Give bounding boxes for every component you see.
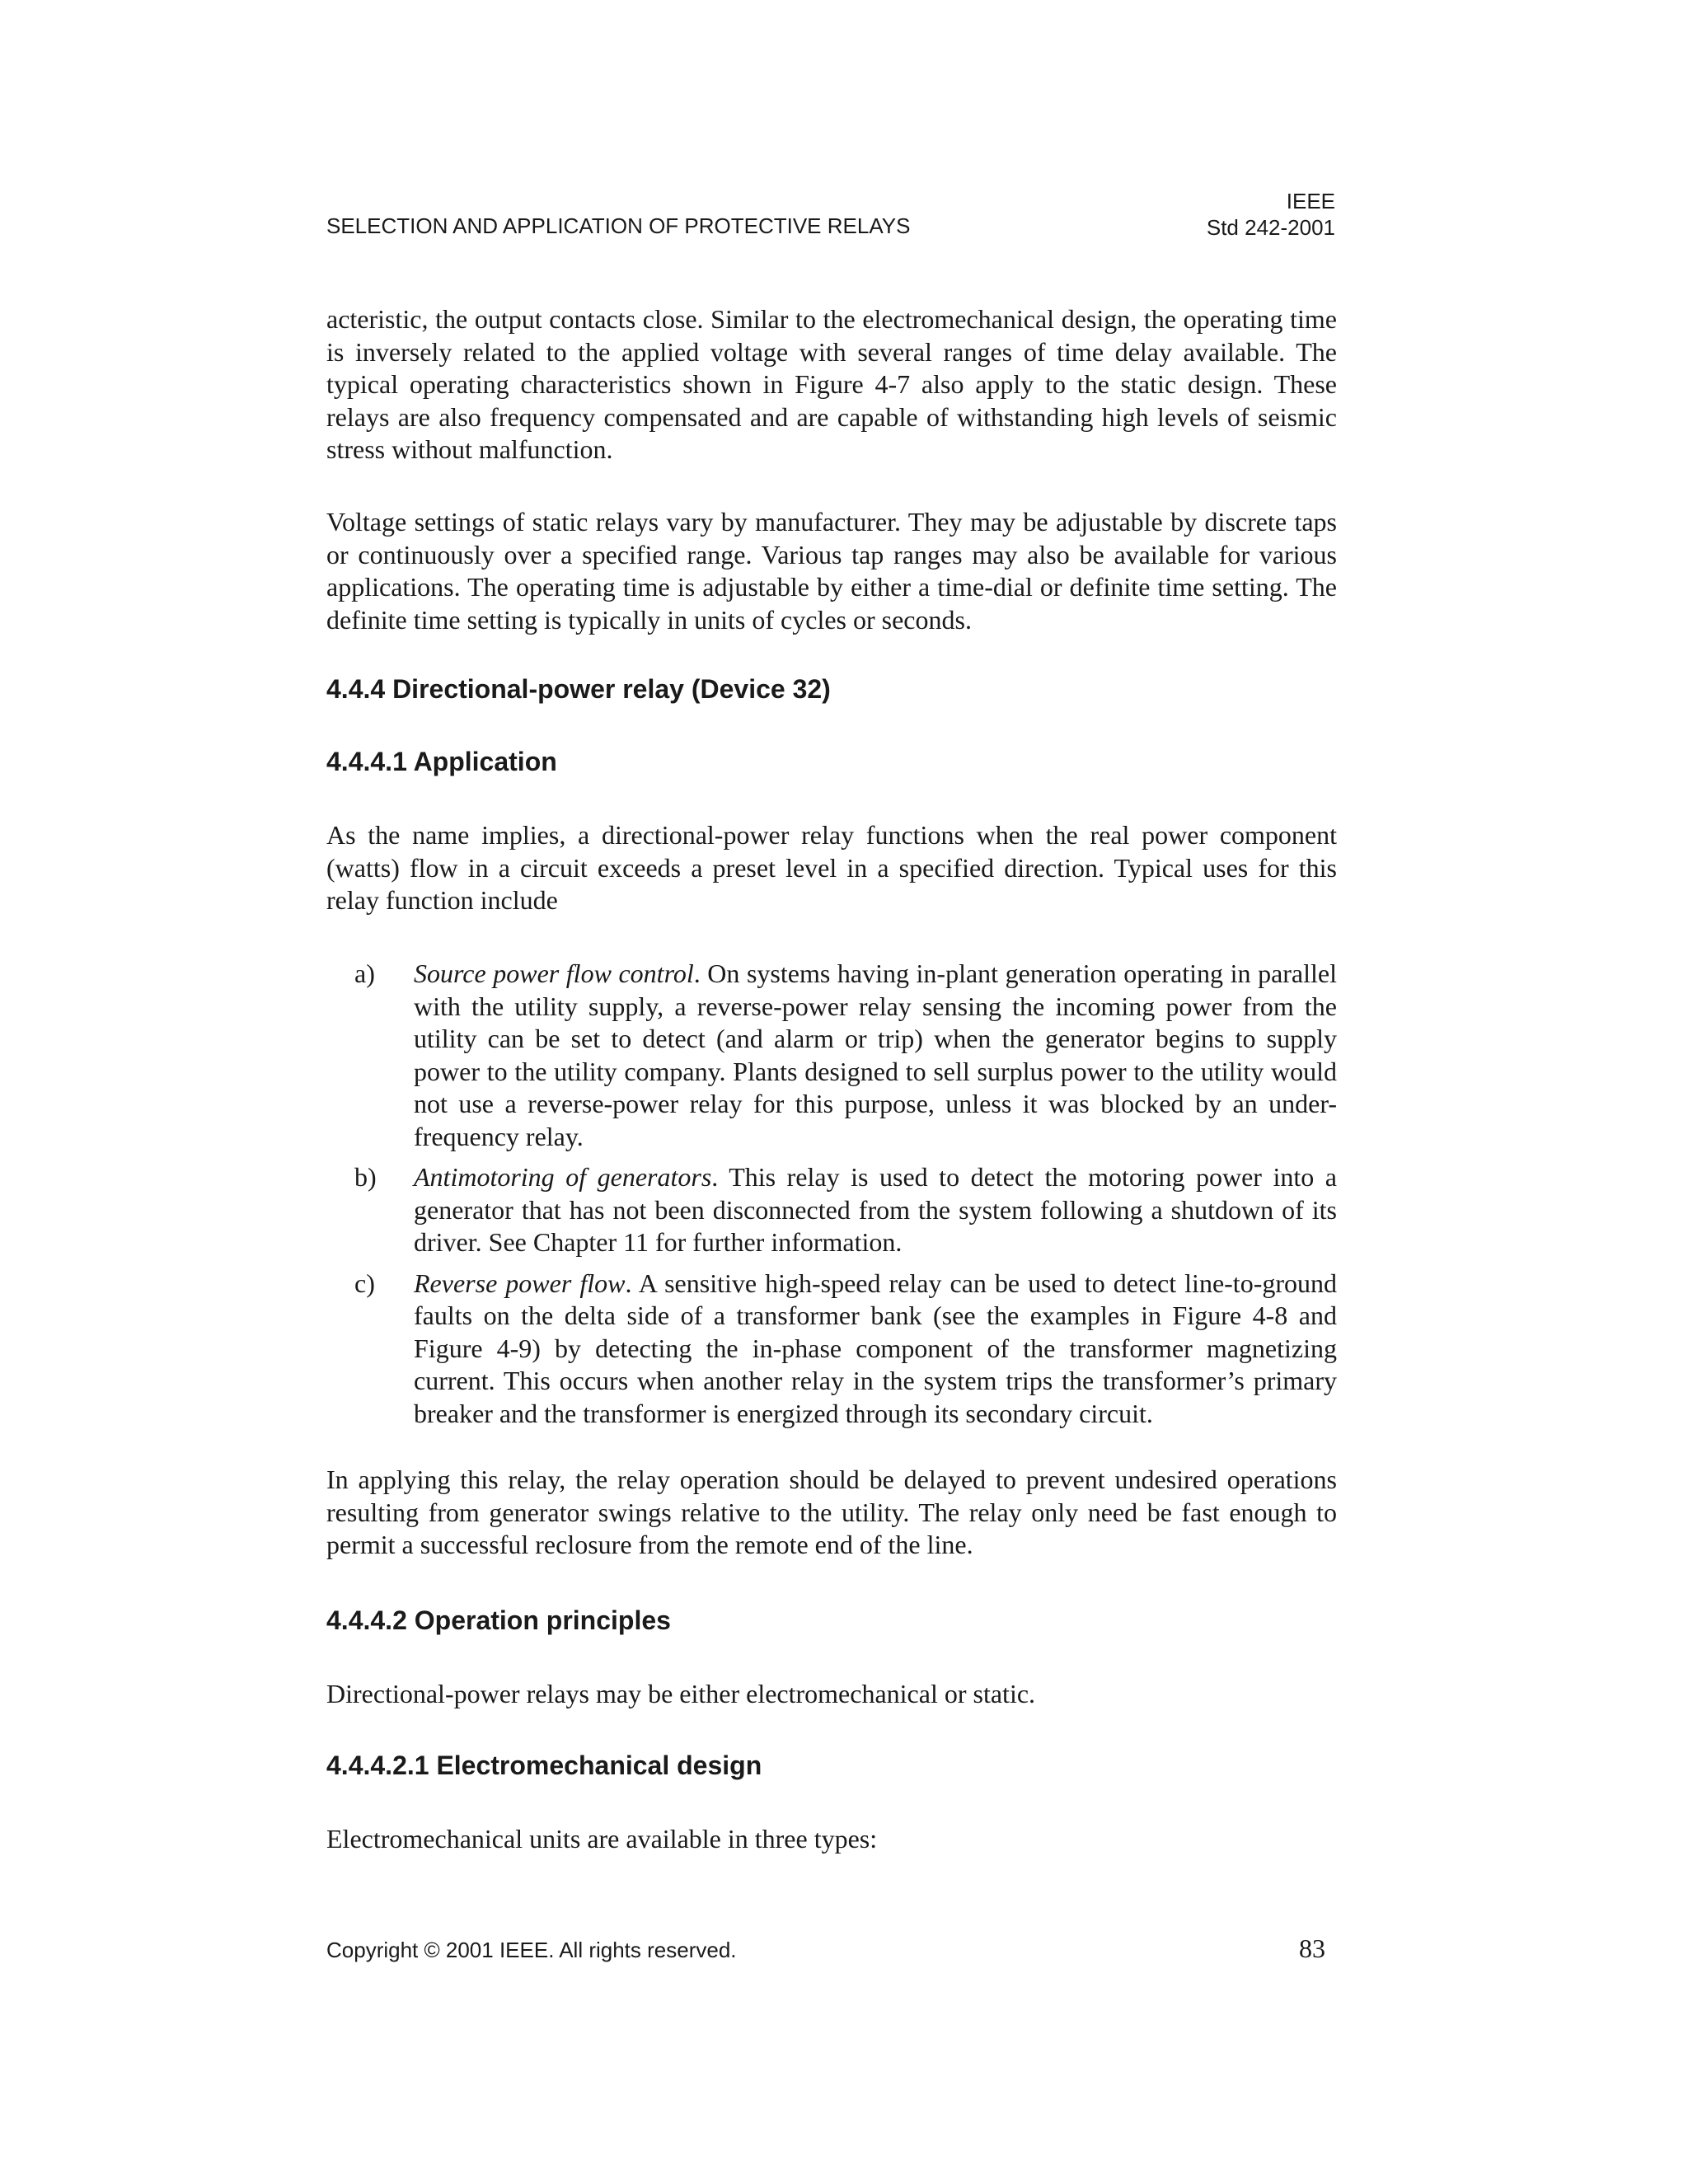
list-term: Antimotoring of generators bbox=[414, 1162, 712, 1192]
list-marker: a) bbox=[354, 958, 375, 988]
list-item bbox=[326, 1161, 1337, 1259]
paragraph-static-design-continued: acteristic, the output contacts close. Similar to the electromechanical design, the operating time is inversely related to the applied voltage with several ranges of time delay available. The typical operating characteristics shown in Figure 4-7 also apply to the static design. These relays are also frequency compensated and are capable of withstanding high levels of seismic stress without malfunction. bbox=[326, 304, 1337, 464]
list-text: . On systems having in-plant generation operating in parallel with the utility supply, a reverse-power relay sensing the incoming power from the utility can be set to detect (and alarm or trip) when the generator begins to supply power to the utility company. Plants designed to sell surplus power to the utility would not use a reverse-power relay for this purpose, unless it was blocked by an under-frequency relay. bbox=[414, 958, 1338, 1151]
section-heading-4-4-4-2-1: 4.4.4.2.1 Electromechanical design bbox=[326, 1750, 762, 1780]
paragraph-voltage-settings: Voltage settings of static relays vary by manufacturer. They may be adjustable by discrete taps or continuously over a specified range. Various tap ranges may also be available for various applications. The operating time is adjustable by either a time-dial or definite time setting. The definite time setting is typically in units of cycles or seconds. bbox=[326, 507, 1337, 635]
list-item bbox=[326, 1268, 1337, 1431]
header-std-number: Std 242-2001 bbox=[1206, 215, 1335, 240]
page-number: 83 bbox=[1299, 1933, 1325, 1963]
footer-copyright: Copyright © 2001 IEEE. All rights reserved. bbox=[326, 1938, 737, 1962]
section-heading-4-4-4-1: 4.4.4.1 Application bbox=[326, 747, 557, 776]
paragraph-applying-relay: In applying this relay, the relay operation should be delayed to prevent undesired operations resulting from generator swings relative to the utility. The relay only need be fast enough to permit a successful reclosure from the remote end of the line. bbox=[326, 1465, 1337, 1559]
paragraph-operation-principles: Directional-power relays may be either electromechanical or static. bbox=[326, 1679, 1036, 1708]
list-term: Source power flow control bbox=[414, 958, 694, 988]
list-item bbox=[326, 958, 1337, 1153]
list-text: . This relay is used to detect the motoring power into a generator that has not been disconnected from the system following a shutdown of its driver. See Chapter 11 for further information. bbox=[414, 1162, 1338, 1257]
list-term: Reverse power flow bbox=[414, 1268, 626, 1298]
section-heading-4-4-4-2: 4.4.4.2 Operation principles bbox=[326, 1605, 671, 1635]
section-heading-4-4-4: 4.4.4 Directional-power relay (Device 32) bbox=[326, 674, 831, 704]
list-marker: c) bbox=[354, 1268, 375, 1298]
running-header-standard bbox=[1207, 188, 1335, 241]
paragraph-electromechanical-types: Electromechanical units are available in three types: bbox=[326, 1824, 878, 1854]
paragraph-application-intro: As the name implies, a directional-power relay functions when the real power component (watts) flow in a circuit exceeds a preset level in a specified direction. Typical uses for this relay function include bbox=[326, 820, 1337, 915]
list-text: . A sensitive high-speed relay can be used to detect line-to-ground faults on the delta side of a transformer bank (see the examples in Figure 4-8 and Figure 4-9) by detecting the in-phase component of the transformer magnetizing current. This occurs when another relay in the system trips the transformer’s primary breaker and the transformer is energized through its secondary circuit. bbox=[414, 1268, 1338, 1428]
list-marker: b) bbox=[354, 1162, 377, 1192]
relay-uses-list bbox=[326, 958, 1337, 1438]
header-org: IEEE bbox=[1286, 189, 1335, 213]
running-header-title: SELECTION AND APPLICATION OF PROTECTIVE RELAYS bbox=[326, 213, 911, 238]
